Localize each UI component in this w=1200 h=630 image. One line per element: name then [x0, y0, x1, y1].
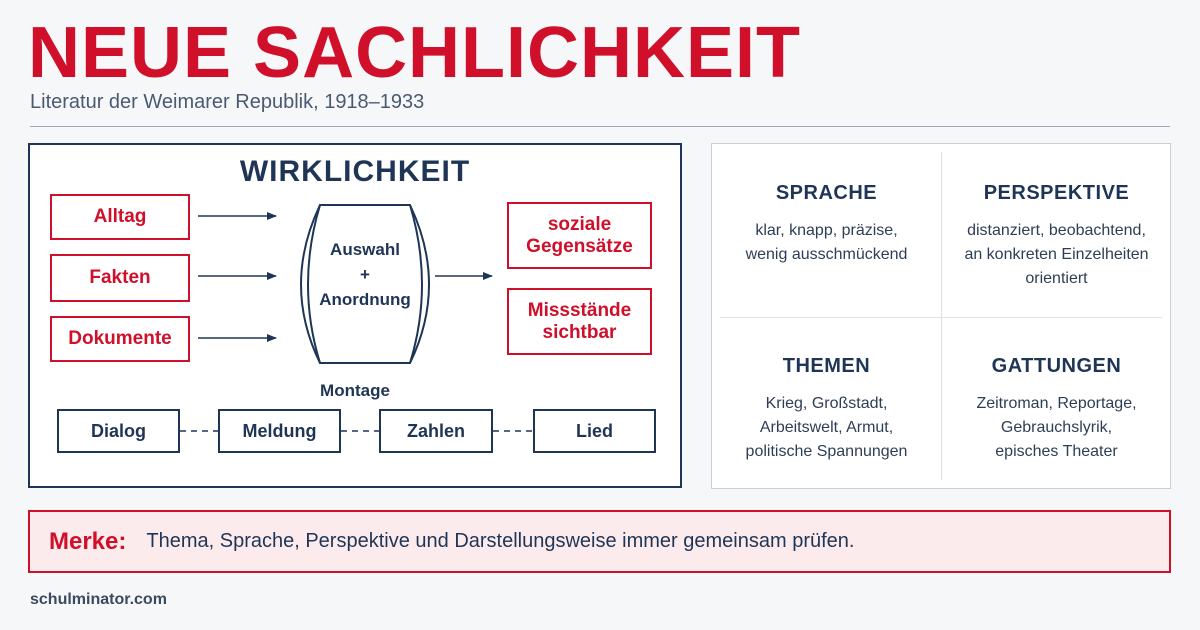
aspect-heading: GATTUNGEN	[991, 355, 1122, 377]
aspects-grid	[711, 143, 1171, 489]
page-title: NEUE SACHLICHKEIT	[28, 13, 802, 93]
aspect-heading: SPRACHE	[775, 182, 878, 204]
footer-site: schulminator.com	[30, 591, 167, 608]
aspect-description	[942, 219, 1171, 291]
diagram-title: WIRKLICHKEIT	[239, 155, 471, 188]
montage-item-zahlen: Zahlen	[379, 409, 493, 453]
process-plus: +	[360, 265, 370, 284]
aspect-line: Krieg, Großstadt,	[765, 395, 888, 412]
process-label	[298, 237, 432, 312]
aspect-description	[712, 219, 941, 267]
aspect-line: Arbeitswelt, Armut,	[759, 419, 894, 436]
aspect-line: an konkreten Einzelheiten	[964, 246, 1149, 263]
montage-label: Montage	[320, 381, 390, 400]
aspect-language	[712, 182, 941, 267]
aspect-line: Zeitroman, Reportage,	[976, 395, 1137, 412]
note-text: Thema, Sprache, Perspektive und Darstellungsweise immer gemeinsam prüfen.	[146, 530, 855, 552]
process-arrangement: Anordnung	[319, 290, 411, 309]
aspect-line: episches Theater	[995, 443, 1118, 460]
montage-item-lied: Lied	[533, 409, 656, 453]
grid-divider-horizontal	[720, 317, 1162, 318]
input-box-dokumente: Dokumente	[50, 316, 190, 362]
aspect-genres	[942, 355, 1171, 464]
montage-item-dialog: Dialog	[57, 409, 180, 453]
aspect-line: orientiert	[1025, 270, 1088, 287]
aspect-line: politische Spannungen	[745, 443, 908, 460]
input-box-alltag: Alltag	[50, 194, 190, 240]
header-divider	[30, 126, 1170, 127]
aspect-line: Gebrauchslyrik,	[1000, 419, 1113, 436]
aspect-line: klar, knapp, präzise,	[755, 222, 898, 239]
input-box-fakten: Fakten	[50, 254, 190, 302]
aspect-heading: THEMEN	[782, 355, 871, 377]
aspect-perspective	[942, 182, 1171, 291]
aspect-line: distanziert, beobachtend,	[967, 222, 1146, 239]
output-box-social-contrasts: soziale Gegensätze	[507, 202, 652, 269]
note-label: Merke:	[49, 527, 127, 555]
remember-note	[28, 510, 1171, 573]
output-box-grievances: Missstände sichtbar	[507, 288, 652, 355]
aspect-heading: PERSPEKTIVE	[983, 182, 1130, 204]
aspect-line: wenig ausschmückend	[745, 246, 908, 263]
montage-item-meldung: Meldung	[218, 409, 341, 453]
reality-diagram	[28, 143, 682, 488]
aspect-description	[712, 392, 941, 464]
process-selection: Auswahl	[330, 240, 400, 259]
aspect-themes	[712, 355, 941, 464]
aspect-description	[942, 392, 1171, 464]
page-subtitle: Literatur der Weimarer Republik, 1918–1933	[30, 91, 425, 113]
